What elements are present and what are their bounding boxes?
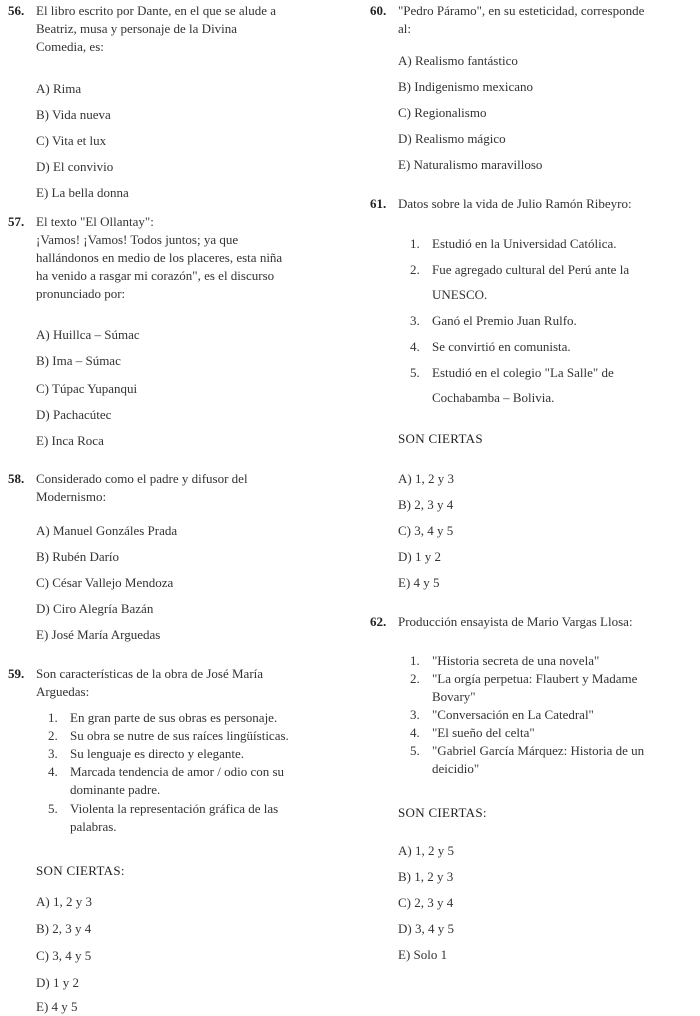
statement-item: Su lenguaje es directo y elegante. [70, 746, 244, 761]
statement-item: "Historia secreta de una novela" [432, 653, 600, 668]
statement-item: Su obra se nutre de sus raíces lingüísticas. [70, 728, 289, 743]
answer-option[interactable]: D) Realismo mágico [398, 131, 506, 146]
question-61-stem [398, 195, 698, 213]
answer-option[interactable]: D) Ciro Alegría Bazán [36, 601, 154, 616]
statement-item: Marcada tendencia de amor / odio con su [70, 764, 285, 779]
question-62-stem [398, 613, 698, 631]
answer-option[interactable]: C) 3, 4 y 5 [398, 523, 454, 538]
answer-option[interactable]: E) José María Arguedas [36, 627, 161, 642]
statement-item: "La orgía perpetua: Flaubert y Madame [432, 671, 638, 686]
answer-option[interactable]: C) César Vallejo Mendoza [36, 575, 174, 590]
answer-option[interactable]: A) Huillca – Súmac [36, 327, 140, 342]
statement-item: "Conversación en La Catedral" [432, 707, 594, 722]
stem-line: El libro escrito por Dante, en el que se alude a [36, 3, 277, 18]
statement-item: En gran parte de sus obras es personaje. [70, 710, 278, 725]
question-59-stem [36, 665, 332, 701]
answer-option[interactable]: B) Rubén Darío [36, 549, 120, 564]
item-number: 3. [410, 313, 420, 328]
question-number: 59. [8, 666, 25, 681]
question-number: 61. [370, 196, 387, 211]
statement-item: Violenta la representación gráfica de las [70, 801, 279, 816]
answer-option[interactable]: D) 1 y 2 [36, 975, 79, 990]
item-number: 4. [410, 725, 420, 740]
statement-item: Estudió en el colegio "La Salle" de [432, 365, 614, 380]
statement-item-cont: UNESCO. [432, 287, 488, 302]
stem-line: ¡Vamos! ¡Vamos! Todos juntos; ya que [36, 232, 239, 247]
stem-line: Considerado como el padre y difusor del [36, 471, 248, 486]
question-number: 58. [8, 471, 25, 486]
stem-line: al: [398, 21, 411, 36]
statement-item: "El sueño del celta" [432, 725, 535, 740]
answer-option[interactable]: E) 4 y 5 [398, 575, 440, 590]
answer-option[interactable]: A) Realismo fantástico [398, 53, 518, 68]
statement-item: Fue agregado cultural del Perú ante la [432, 262, 630, 277]
answer-option[interactable]: A) 1, 2 y 5 [398, 843, 454, 858]
statement-item-cont: deicidio" [432, 761, 480, 776]
stem-line: El texto "El Ollantay": [36, 214, 154, 229]
statement-item: "Gabriel García Márquez: Historia de un [432, 743, 645, 758]
statement-item: Se convirtió en comunista. [432, 339, 571, 354]
answer-option[interactable]: B) Ima – Súmac [36, 353, 121, 368]
answer-option[interactable]: C) Túpac Yupanqui [36, 381, 138, 396]
answer-option[interactable]: D) 1 y 2 [398, 549, 441, 564]
statement-item: Ganó el Premio Juan Rulfo. [432, 313, 577, 328]
stem-line: Beatriz, musa y personaje de la Divina [36, 21, 238, 36]
answer-option[interactable]: E) 4 y 5 [36, 999, 78, 1014]
answer-option[interactable]: D) El convivio [36, 159, 114, 174]
answer-option[interactable]: A) 1, 2 y 3 [398, 471, 454, 486]
stem-line: Arguedas: [36, 684, 90, 699]
answer-option[interactable]: C) 3, 4 y 5 [36, 948, 92, 963]
question-56-stem [36, 2, 332, 56]
answer-option[interactable]: A) Manuel Gonzáles Prada [36, 523, 178, 538]
question-number: 57. [8, 214, 25, 229]
answer-option[interactable]: E) Solo 1 [398, 947, 448, 962]
item-number: 2. [410, 671, 420, 686]
answer-option[interactable]: B) 2, 3 y 4 [398, 497, 454, 512]
stem-line: hallándonos en medio de los placeres, esta niña [36, 250, 283, 265]
item-number: 4. [48, 764, 58, 779]
answer-option[interactable]: D) 3, 4 y 5 [398, 921, 454, 936]
question-number: 56. [8, 3, 25, 18]
answer-option[interactable]: C) Vita et lux [36, 133, 107, 148]
stem-line: Producción ensayista de Mario Vargas Llosa: [398, 614, 633, 629]
stem-line: pronunciado por: [36, 286, 126, 301]
item-number: 2. [48, 728, 58, 743]
answer-option[interactable]: B) 2, 3 y 4 [36, 921, 92, 936]
question-58-stem [36, 470, 332, 506]
answer-option[interactable]: E) Inca Roca [36, 433, 104, 448]
item-number: 3. [410, 707, 420, 722]
stem-line: "Pedro Páramo", en su esteticidad, corresponde [398, 3, 645, 18]
item-number: 1. [410, 653, 420, 668]
item-number: 3. [48, 746, 58, 761]
stem-line: Son características de la obra de José María [36, 666, 264, 681]
question-60-stem [398, 2, 698, 38]
stem-line: Datos sobre la vida de Julio Ramón Ribeyro: [398, 196, 632, 211]
answer-option[interactable]: E) La bella donna [36, 185, 129, 200]
item-number: 5. [48, 801, 58, 816]
answer-option[interactable]: B) Indigenismo mexicano [398, 79, 534, 94]
question-57-stem [36, 213, 332, 303]
statement-item-cont: dominante padre. [70, 782, 161, 797]
statement-item-cont: palabras. [70, 819, 117, 834]
answer-option[interactable]: B) Vida nueva [36, 107, 111, 122]
answer-option[interactable]: A) 1, 2 y 3 [36, 894, 92, 909]
answer-option[interactable]: A) Rima [36, 81, 82, 96]
section-heading: SON CIERTAS: [398, 805, 487, 820]
statement-item-cont: Bovary" [432, 689, 476, 704]
section-heading: SON CIERTAS [398, 431, 483, 446]
question-number: 62. [370, 614, 387, 629]
statement-item-cont: Cochabamba – Bolivia. [432, 390, 555, 405]
answer-option[interactable]: C) Regionalismo [398, 105, 487, 120]
stem-line: ha venido a rasgar mi corazón", es el discurso [36, 268, 275, 283]
statement-item: Estudió en la Universidad Católica. [432, 236, 617, 251]
item-number: 5. [410, 365, 420, 380]
item-number: 1. [410, 236, 420, 251]
item-number: 1. [48, 710, 58, 725]
stem-line: Modernismo: [36, 489, 107, 504]
question-number: 60. [370, 3, 387, 18]
answer-option[interactable]: D) Pachacútec [36, 407, 112, 422]
answer-option[interactable]: B) 1, 2 y 3 [398, 869, 454, 884]
answer-option[interactable]: E) Naturalismo maravilloso [398, 157, 543, 172]
section-heading: SON CIERTAS: [36, 863, 125, 878]
item-number: 5. [410, 743, 420, 758]
item-number: 4. [410, 339, 420, 354]
answer-option[interactable]: C) 2, 3 y 4 [398, 895, 454, 910]
stem-line: Comedia, es: [36, 39, 104, 54]
item-number: 2. [410, 262, 420, 277]
